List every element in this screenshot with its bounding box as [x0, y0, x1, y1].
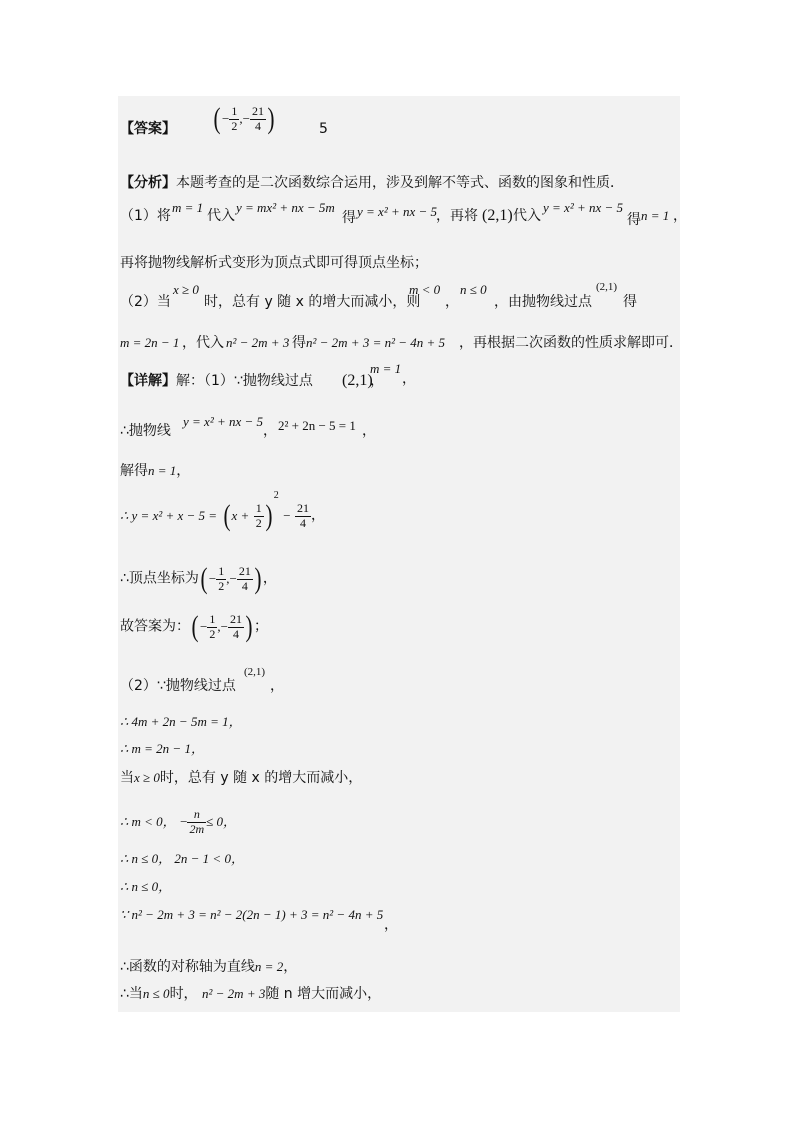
detail-line-7: （2）∵抛物线过点 (2,1) ，	[120, 666, 284, 694]
detail-line-15: ∴函数的对称轴为直线n = 2，	[120, 959, 298, 975]
analysis-line-5: m = 2n − 1 ，代入 n² − 2m + 3 得 n² − 2m + 3 = n² − 4n + 5 ，再根据二次函数的性质求解即可．	[120, 335, 683, 351]
detail-line-11: ∴ m < 0， − $\frac{n}{2m}$ ≤ 0，	[120, 807, 237, 836]
detail-line-1: 【详解】解：（1）∵抛物线过点 (2,1) ， m = 1 ，	[120, 361, 416, 389]
detail-line-2: ∴抛物线 y = x² + nx − 5 ， 2² + 2n − 5 = 1 ，	[120, 414, 376, 439]
answer-value-2: 5	[319, 121, 328, 137]
analysis-line-2: （1）将 m = 1 代入 y = mx² + nx − 5m 得 y = x² + nx − 5 ，再将 (2,1) 代入 y = x² + nx − 5 得 n = 1 ，	[120, 200, 687, 228]
detail-label: 【详解】	[120, 373, 176, 389]
answer-value-1: ( − $\frac{1}{2}$ ,− $\frac{21}{4}$ )	[213, 102, 275, 135]
document-page	[118, 96, 687, 1012]
analysis-line-4: （2）当 x ≥ 0 时，总有 y 随 x 的增大而减小，则 m < 0 ， n ≤ 0 ，由抛物线过点 (2,1) 得	[120, 281, 637, 310]
analysis-line-1: 【分析】本题考查的是二次函数综合运用，涉及到解不等式、函数的图象和性质．	[120, 175, 624, 191]
detail-line-10: 当x ≥ 0时，总有 y 随 x 的增大而减小，	[120, 770, 363, 786]
detail-line-14: ∵ n² − 2m + 3 = n² − 2(2n − 1) + 3 = n² − 4n + 5 ，	[120, 907, 398, 933]
analysis-label: 【分析】	[120, 175, 176, 191]
detail-line-4: ∴ y = x² + x − 5 = ( x + $\frac{1}{2}$ )$^2$ − $\frac{21}{4}$ ，	[120, 490, 326, 532]
detail-line-13: ∴ n ≤ 0，	[120, 879, 172, 894]
detail-line-12: ∴ n ≤ 0， 2n − 1 < 0，	[120, 851, 244, 866]
analysis-line-3: 再将抛物线解析式变形为顶点式即可得顶点坐标；	[120, 255, 428, 271]
answer-label: 【答案】	[120, 121, 176, 137]
detail-line-16: ∴当n ≤ 0时， n² − 2m + 3随 n 增大而减小，	[120, 986, 382, 1002]
detail-line-9: ∴ m = 2n − 1，	[120, 741, 204, 756]
detail-line-6: 故答案为：( − $\frac{1}{2}$ ,− $\frac{21}{4}$ ) ；	[120, 610, 268, 643]
detail-line-3: 解得n = 1，	[120, 463, 191, 479]
detail-line-5: ∴顶点坐标为( − $\frac{1}{2}$ ,− $\frac{21}{4}$ ) ，	[120, 562, 277, 595]
detail-line-8: ∴ 4m + 2n − 5m = 1，	[120, 714, 242, 729]
